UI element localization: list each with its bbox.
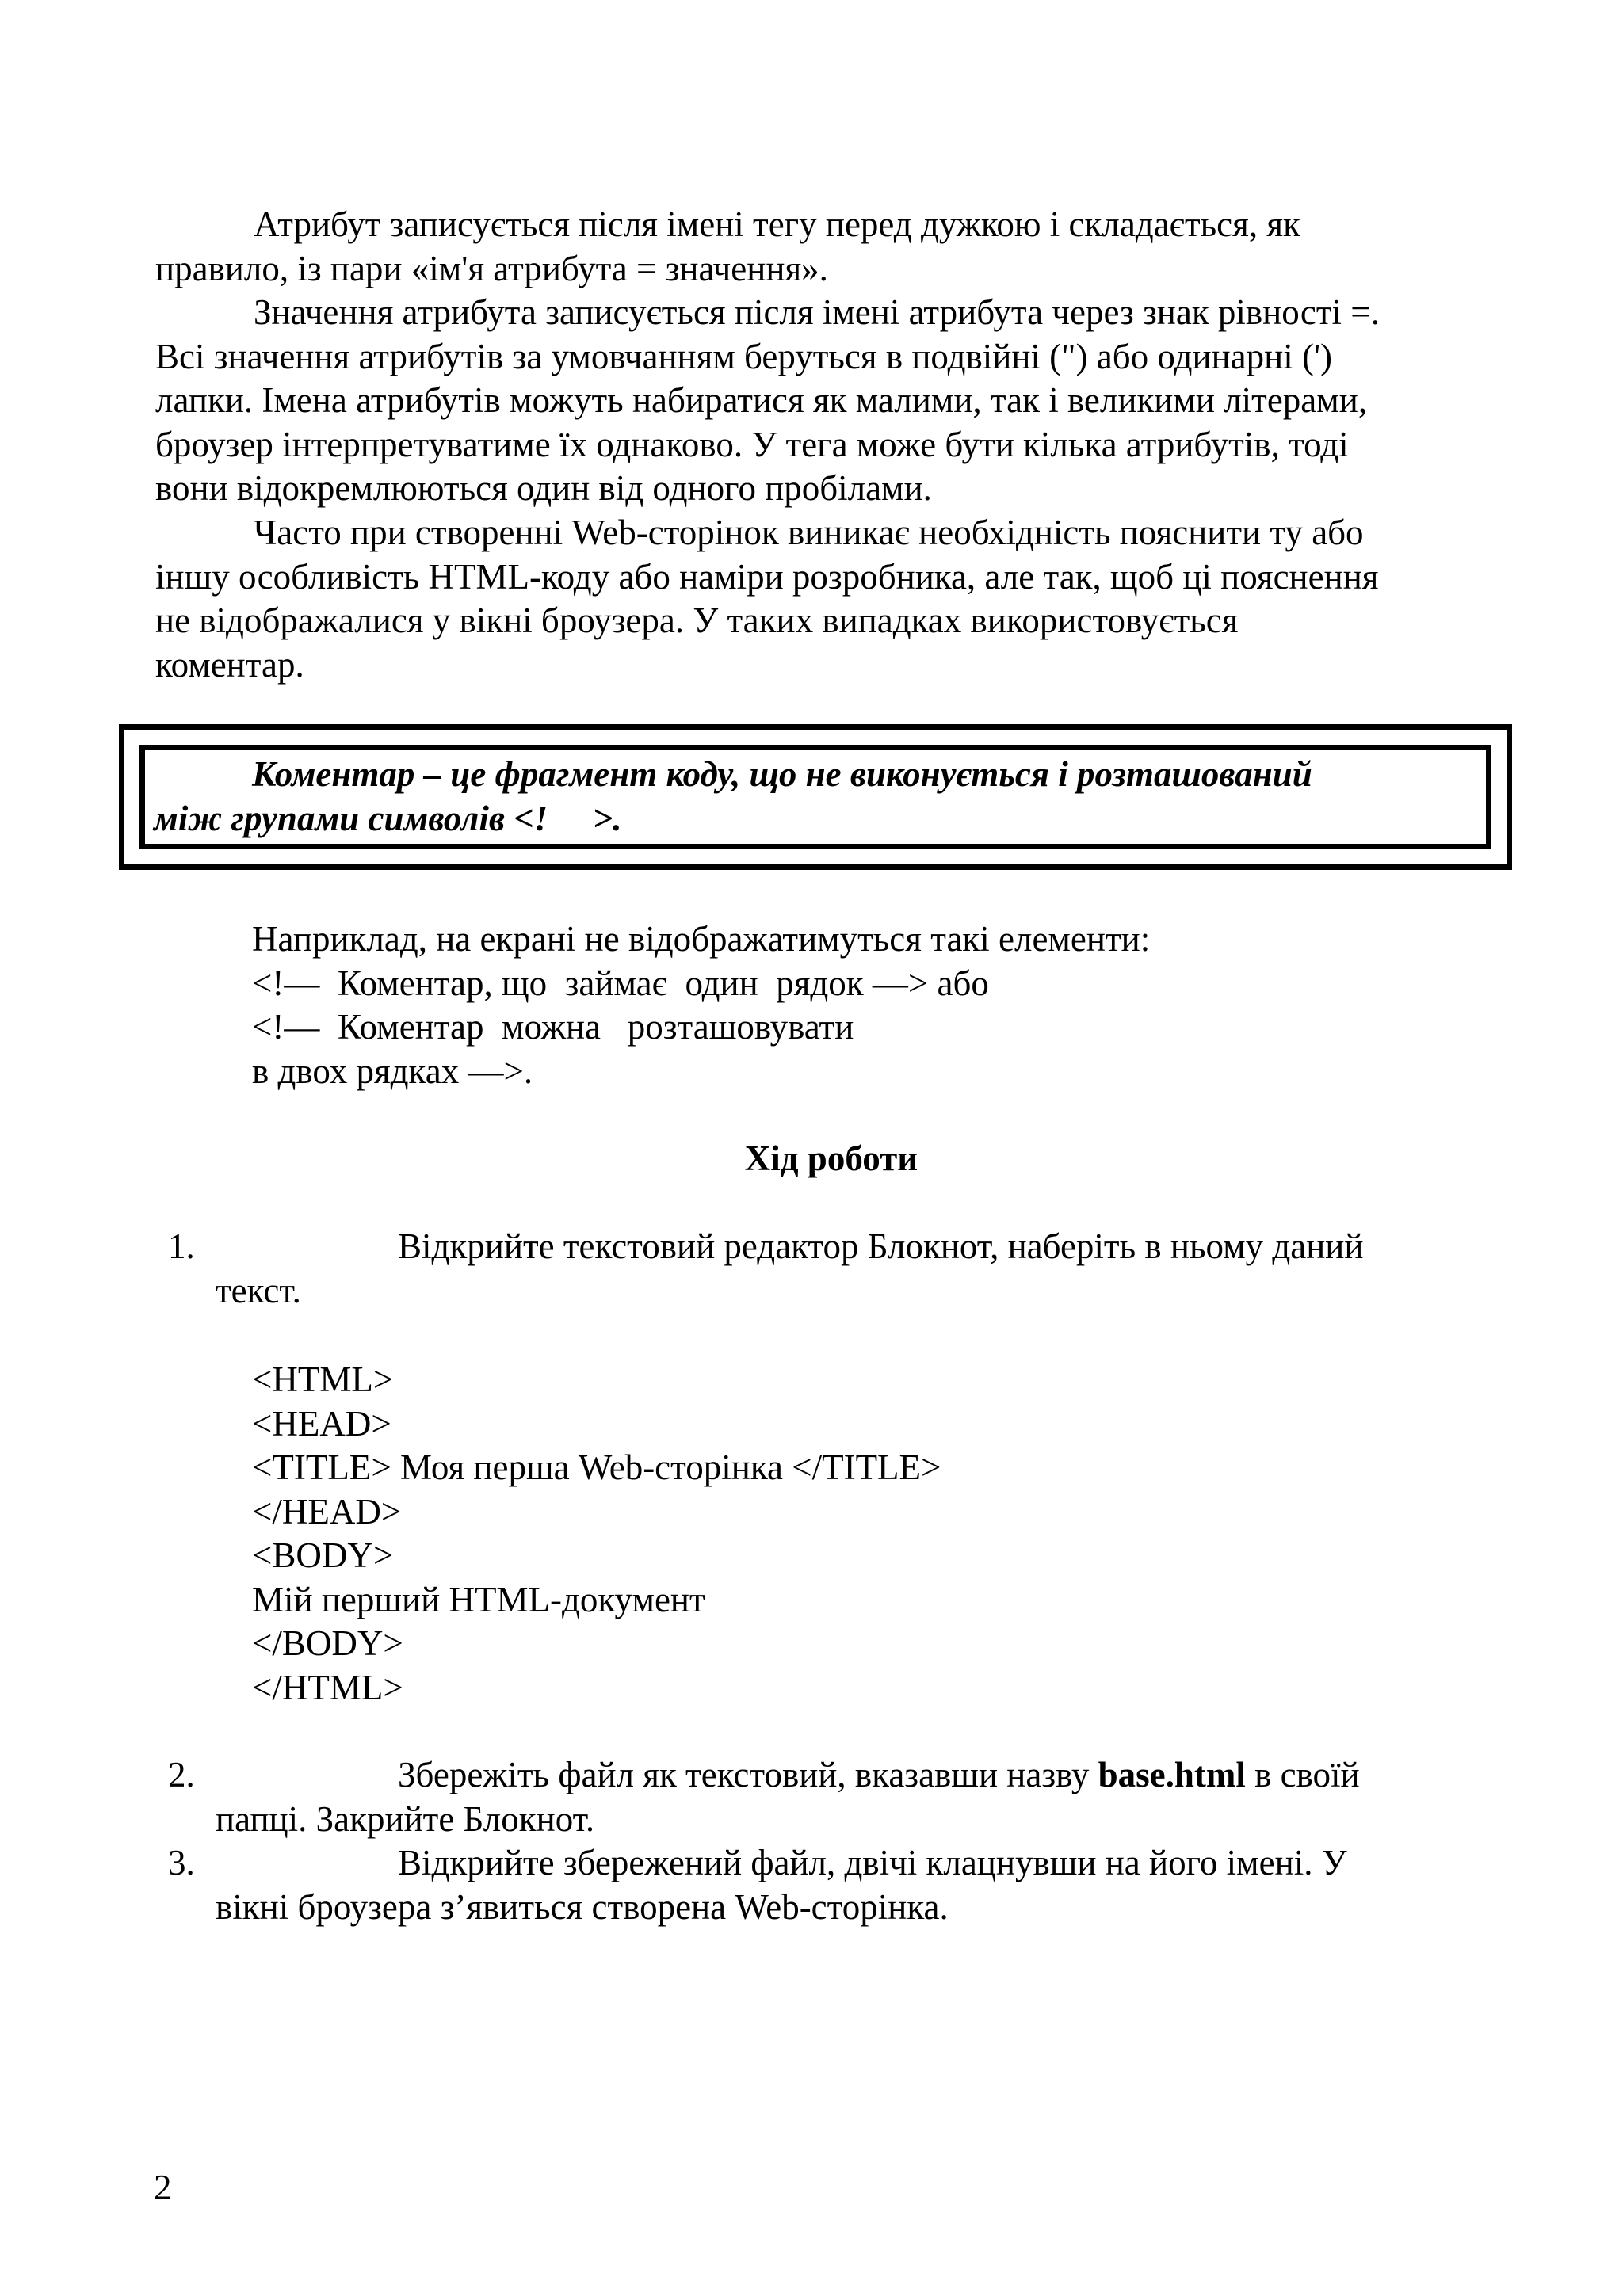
paragraph-line: Часто при створенні Web-сторінок виникає необхідність пояснити ту або xyxy=(254,513,1364,552)
step-text-line: вікні броузера з’явиться створена Web-сторінка. xyxy=(216,1886,949,1927)
step-1 xyxy=(168,1225,1484,1314)
paragraph-line: Значення атрибута записується після імені атрибута через знак рівності =. xyxy=(254,292,1380,332)
step-3 xyxy=(168,1841,1484,1930)
code-line: <HTML> xyxy=(252,1360,394,1399)
paragraph-line: броузер інтерпретуватиме їх однаково. У тега може бути кілька атрибутів, тоді xyxy=(155,424,1349,464)
paragraph-line: не відображалися у вікні броузера. У таких випадках використовується xyxy=(155,601,1239,640)
paragraph-line: Всі значення атрибутів за умовчанням беруться в подвійні (") або одинарні (') xyxy=(155,336,1333,376)
code-line: <HEAD> xyxy=(252,1403,391,1444)
section-heading: Хід роботи xyxy=(744,1138,918,1178)
code-line: </BODY> xyxy=(252,1623,403,1663)
step-text-segment: в своїй xyxy=(1245,1755,1360,1794)
step-2 xyxy=(168,1753,1484,1842)
code-line: <TITLE> Моя перша Web-сторінка </TITLE> xyxy=(252,1447,941,1487)
paragraph-attribute-position xyxy=(155,203,1479,291)
definition-line: Коментар – це фрагмент коду, що не виконується і розташований xyxy=(252,754,1312,794)
example-line: <!— Коментар можна розташовувати xyxy=(252,1007,854,1047)
page-number: 2 xyxy=(154,2168,172,2207)
code-line: Мій перший HTML-документ xyxy=(252,1579,705,1619)
file-name: base.html xyxy=(1098,1755,1246,1794)
code-line: </HEAD> xyxy=(252,1491,402,1531)
step-text-line: папці. Закрийте Блокнот. xyxy=(216,1798,595,1839)
step-number: 3. xyxy=(168,1843,195,1882)
step-text-line: Відкрийте збережений файл, двічі клацнувши на його імені. У xyxy=(398,1843,1347,1882)
step-number: 1. xyxy=(168,1226,195,1266)
step-text-segment: Збережіть файл як текстовий, вказавши назву xyxy=(398,1755,1098,1794)
code-line: </HTML> xyxy=(252,1667,403,1707)
step-number: 2. xyxy=(168,1755,195,1794)
example-line: в двох рядках —>. xyxy=(252,1051,533,1091)
step-text-line xyxy=(398,1753,1360,1798)
html-code-sample xyxy=(252,1358,941,1710)
example-line: <!— Коментар, що займає один рядок —> або xyxy=(252,963,989,1003)
paragraph-line: вони відокремлюються один від одного пробілами. xyxy=(155,468,932,508)
paragraph-line: правило, із пари «ім'я атрибута = значення». xyxy=(155,248,828,288)
paragraph-comments-intro xyxy=(155,511,1479,687)
paragraph-line: лапки. Імена атрибутів можуть набиратися як малими, так і великими літерами, xyxy=(155,380,1368,420)
definition-box-text xyxy=(154,753,1477,841)
step-text-line: текст. xyxy=(216,1270,301,1310)
definition-line: між групами символів <! >. xyxy=(154,798,622,838)
paragraph-line: іншу особливість HTML-коду або наміри розробника, але так, щоб ці пояснення xyxy=(155,556,1379,597)
example-line: Наприклад, на екрані не відображатимуться такі елементи: xyxy=(252,919,1151,959)
paragraph-attribute-value xyxy=(155,291,1479,511)
paragraph-line: Атрибут записується після імені тегу перед дужкою і складається, як xyxy=(254,204,1300,244)
comment-example xyxy=(252,917,1150,1093)
step-text-line: Відкрийте текстовий редактор Блокнот, наберіть в ньому даний xyxy=(398,1226,1364,1266)
code-line: <BODY> xyxy=(252,1535,394,1575)
paragraph-line: коментар. xyxy=(155,644,304,685)
